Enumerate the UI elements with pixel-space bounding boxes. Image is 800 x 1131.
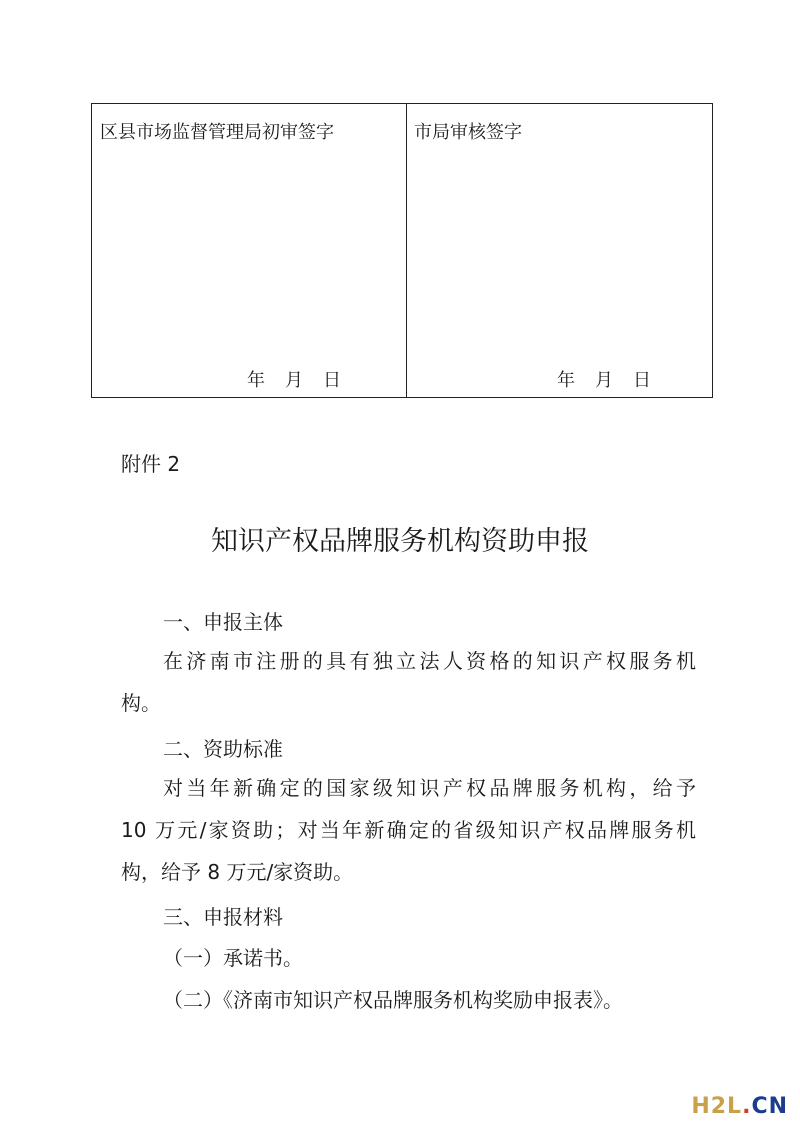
date-day: 日 <box>633 370 651 391</box>
section-heading-materials: 三、申报材料 <box>163 905 283 929</box>
section-heading-applicant: 一、申报主体 <box>163 610 283 634</box>
paragraph-line: 构，给予 8 万元/家资助。 <box>121 860 354 884</box>
district-review-date <box>247 366 341 392</box>
city-review-cell <box>407 104 712 397</box>
materials-item-2: （二）《济南市知识产权品牌服务机构奖励申报表》。 <box>163 988 623 1012</box>
section-heading-standard: 二、资助标准 <box>163 737 283 761</box>
district-review-label: 区县市场监督管理局初审签字 <box>100 122 334 143</box>
materials-item-1: （一）承诺书。 <box>163 946 303 970</box>
date-year: 年 <box>247 370 265 391</box>
attachment-label: 附件 2 <box>121 452 181 476</box>
paragraph-line: 对当年新确定的国家级知识产权品牌服务机构，给予 <box>163 776 696 800</box>
site-watermark-logo: H2L.CN <box>691 1094 788 1119</box>
date-day: 日 <box>323 370 341 391</box>
date-month: 月 <box>285 370 303 391</box>
date-year: 年 <box>557 370 575 391</box>
paragraph-line: 10 万元/家资助；对当年新确定的省级知识产权品牌服务机 <box>121 818 696 842</box>
document-title: 知识产权品牌服务机构资助申报 <box>211 526 589 557</box>
district-review-cell <box>92 104 407 397</box>
signature-table <box>91 103 713 398</box>
section-body-standard <box>121 767 696 893</box>
section-body-applicant <box>121 640 696 724</box>
date-month: 月 <box>595 370 613 391</box>
city-review-label: 市局审核签字 <box>414 122 522 143</box>
city-review-date <box>557 366 651 392</box>
paragraph-line: 构。 <box>121 691 161 715</box>
paragraph-line: 在济南市注册的具有独立法人资格的知识产权服务机 <box>163 649 696 673</box>
